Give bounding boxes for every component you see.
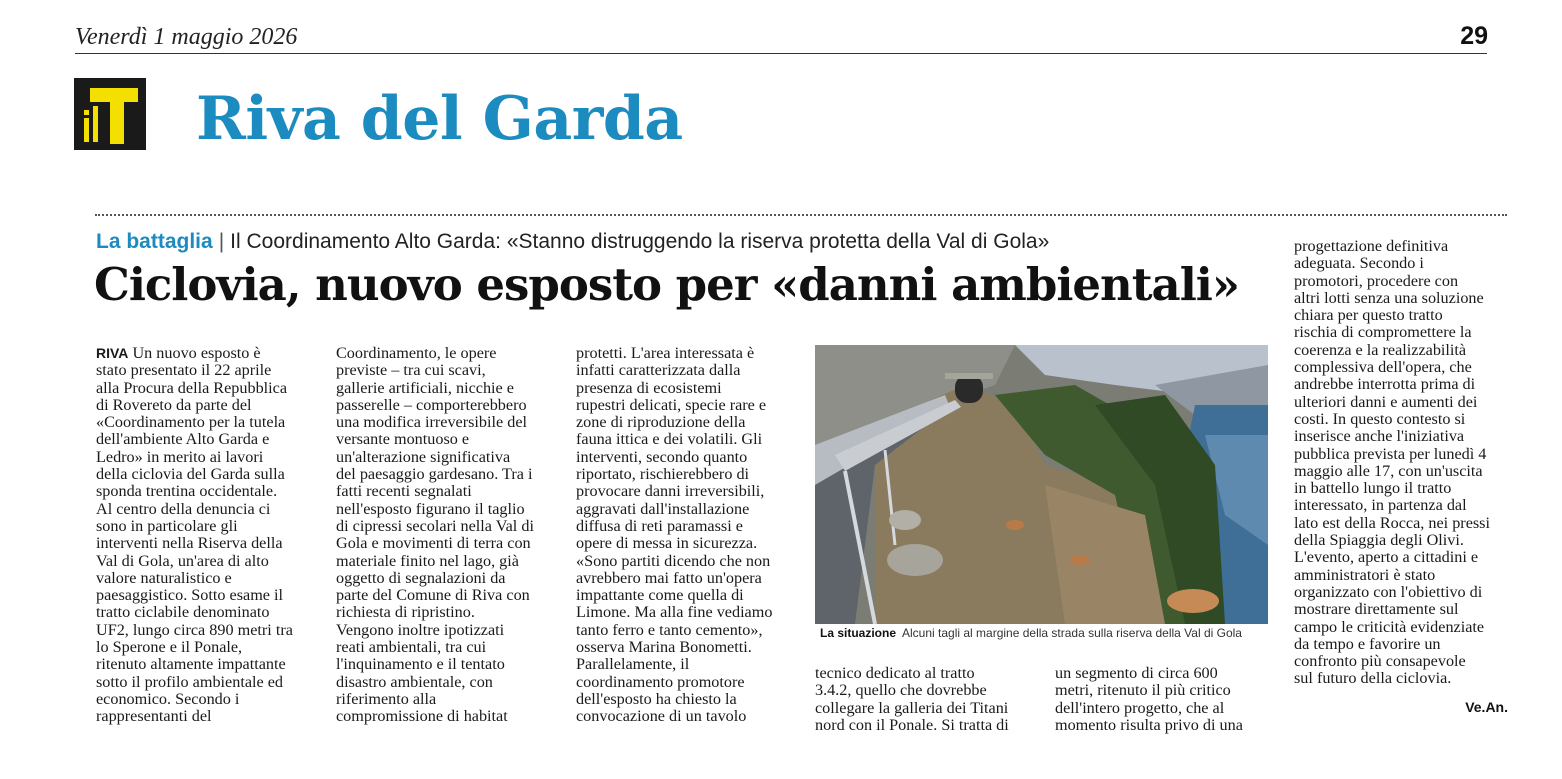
column-line: Un nuovo esposto è bbox=[132, 344, 261, 362]
column-line: UF2, lungo circa 890 metri tra bbox=[96, 620, 293, 639]
column-line: tecnico dedicato al tratto bbox=[815, 664, 975, 682]
column-line: stato presentato il 22 aprile bbox=[96, 361, 272, 380]
lead-location: RIVA bbox=[96, 345, 129, 361]
column-line: coerenza e la realizzabilità bbox=[1294, 340, 1467, 359]
article-kicker bbox=[96, 230, 1049, 254]
column-line: metri, ritenuto il più critico bbox=[1055, 681, 1231, 700]
column-line: di cipressi secolari nella Val di bbox=[336, 516, 534, 535]
column-line: costi. In questo contesto si bbox=[1294, 409, 1466, 428]
column-line: tanto ferro e tanto cemento», bbox=[576, 620, 763, 639]
column-line: inserisce anche l'iniziativa bbox=[1294, 427, 1465, 446]
column-line: Val di Gola, un'area di alto bbox=[96, 551, 269, 570]
column-line: in battello lungo il tratto bbox=[1294, 479, 1452, 498]
kicker-separator: | bbox=[218, 230, 225, 253]
column-line: pubblica prevista per lunedì 4 bbox=[1294, 444, 1487, 463]
column-line: economico. Secondo i bbox=[96, 689, 240, 708]
column-line: della ciclovia del Garda sulla bbox=[96, 465, 285, 484]
column-line: disastro ambientale, con bbox=[336, 672, 493, 691]
column-line: interventi nella Riserva della bbox=[96, 534, 283, 553]
column-line: interessato, in partenza dal bbox=[1294, 496, 1467, 515]
column-line: interventi, secondo quanto bbox=[576, 447, 748, 466]
kicker-label: La battaglia bbox=[96, 230, 213, 253]
column-line: L'evento, aperto a cittadini e bbox=[1294, 548, 1479, 567]
column-line: dell'ambiente Alto Garda e bbox=[96, 430, 270, 449]
column-line: impattante come quella di bbox=[576, 586, 744, 605]
column-line: diffusa di reti paramassi e bbox=[576, 516, 743, 535]
column-line: sponda trentina occidentale. bbox=[96, 482, 278, 501]
column-line: coordinamento promotore bbox=[576, 672, 745, 691]
column-line: «Sono partiti dicendo che non bbox=[576, 551, 771, 570]
column-line: confronto più consapevole bbox=[1294, 652, 1466, 671]
photo-caption-label: La situazione bbox=[820, 626, 897, 640]
column-line: materiale finito nel lago, già bbox=[336, 551, 519, 570]
column-line: reati ambientali, tra cui bbox=[336, 638, 487, 657]
column-line: osserva Marina Bonometti. bbox=[576, 638, 752, 657]
column-line: opere di messa in sicurezza. bbox=[576, 534, 758, 553]
column-line: andrebbe interrotta prima di bbox=[1294, 375, 1476, 394]
column-line: altri lotti senza una soluzione bbox=[1294, 288, 1484, 307]
column-line: paesaggistico. Sotto esame il bbox=[96, 586, 284, 605]
column-line: l'inquinamento e il tentato bbox=[336, 655, 505, 674]
column-line: gallerie artificiali, nicchie e bbox=[336, 378, 514, 397]
column-line: avrebbero mai fatto un'opera bbox=[576, 568, 762, 587]
il-t-logo-icon bbox=[74, 78, 146, 150]
column-line: ritenuto altamente impattante bbox=[96, 655, 286, 674]
page-number: 29 bbox=[1460, 22, 1488, 50]
column-line: convocazione di un tavolo bbox=[576, 707, 747, 726]
column-line: previste – tra cui scavi, bbox=[336, 361, 486, 380]
column-line: Ledro» in merito ai lavori bbox=[96, 447, 264, 466]
column-line: dell'intero progetto, che al bbox=[1055, 698, 1225, 717]
column-line: infatti caratterizzata dalla bbox=[576, 361, 741, 380]
column-line: passerelle – comporterebbero bbox=[336, 395, 527, 414]
column-line: collegare la galleria dei Titani bbox=[815, 698, 1009, 717]
column-line: Vengono inoltre ipotizzati bbox=[336, 620, 505, 639]
article-column-5 bbox=[1055, 665, 1243, 734]
column-line: provocare danni irreversibili, bbox=[576, 482, 765, 501]
column-line: progettazione definitiva bbox=[1294, 237, 1449, 255]
column-line: promotori, procedere con bbox=[1294, 271, 1459, 290]
column-line: sono in particolare gli bbox=[96, 516, 238, 535]
kicker-text: Il Coordinamento Alto Garda: «Stanno distruggendo la riserva protetta della Val di Gola» bbox=[230, 230, 1050, 253]
column-line: Coordinamento, le opere bbox=[336, 344, 497, 362]
column-line: versante montuoso e bbox=[336, 430, 470, 449]
column-line: da tempo e favorire un bbox=[1294, 634, 1441, 653]
column-line: campo le criticità evidenziate bbox=[1294, 617, 1485, 636]
column-line: rappresentanti del bbox=[96, 707, 212, 726]
issue-date: Venerdì 1 maggio 2026 bbox=[75, 24, 298, 50]
column-line: Limone. Ma alla fine vediamo bbox=[576, 603, 773, 622]
column-line: Al centro della denuncia ci bbox=[96, 499, 271, 518]
article-photo bbox=[815, 345, 1268, 624]
column-line: sotto il profilo ambientale ed bbox=[96, 672, 284, 691]
column-line: protetti. L'area interessata è bbox=[576, 344, 755, 362]
column-line: lo Sperone e il Ponale, bbox=[96, 638, 243, 657]
column-line: complessiva dell'opera, che bbox=[1294, 358, 1472, 377]
article-column-2 bbox=[336, 345, 534, 726]
column-line: sul futuro della ciclovia. bbox=[1294, 669, 1452, 688]
column-line: lato est della Rocca, nei pressi bbox=[1294, 513, 1490, 532]
roadside-photo-image bbox=[815, 345, 1268, 624]
column-line: fatti recenti segnalati bbox=[336, 482, 472, 501]
column-line: «Coordinamento per la tutela bbox=[96, 413, 286, 432]
article-column-4 bbox=[815, 665, 1009, 734]
column-line: chiara per questo tratto bbox=[1294, 306, 1443, 325]
column-line: un'alterazione significativa bbox=[336, 447, 511, 466]
column-line: 3.4.2, quello che dovrebbe bbox=[815, 681, 987, 700]
column-line: tratto ciclabile denominato bbox=[96, 603, 270, 622]
column-line: nell'esposto figurano il taglio bbox=[336, 499, 525, 518]
column-line: organizzato con l'obiettivo di bbox=[1294, 582, 1483, 601]
column-line: rischia di compromettere la bbox=[1294, 323, 1472, 342]
photo-caption bbox=[820, 626, 1242, 640]
column-line: di Rovereto da parte del bbox=[96, 395, 252, 414]
column-line: parte del Comune di Riva con bbox=[336, 586, 530, 605]
column-line: del paesaggio gardesano. Tra i bbox=[336, 465, 533, 484]
column-line: dell'esposto ha chiesto la bbox=[576, 689, 737, 708]
column-line: aggravati dall'installazione bbox=[576, 499, 750, 518]
column-line: richiesta di ripristino. bbox=[336, 603, 475, 622]
column-line: una modifica irreversibile del bbox=[336, 413, 528, 432]
author-signature: Ve.An. bbox=[1465, 699, 1508, 715]
column-line: presenza di ecosistemi bbox=[576, 378, 722, 397]
column-line: fauna ittica e dei volatili. Gli bbox=[576, 430, 763, 449]
column-line: maggio alle 17, con un'uscita bbox=[1294, 461, 1483, 480]
newspaper-logo bbox=[74, 78, 146, 150]
photo-caption-text: Alcuni tagli al margine della strada sulla riserva della Val di Gola bbox=[902, 626, 1242, 640]
column-line: Gola e movimenti di terra con bbox=[336, 534, 531, 553]
column-line: nord con il Ponale. Si tratta di bbox=[815, 715, 1009, 734]
column-line: compromissione di habitat bbox=[336, 707, 508, 726]
column-line: adeguata. Secondo i bbox=[1294, 254, 1424, 273]
column-line: mostrare direttamente sul bbox=[1294, 600, 1459, 619]
column-line: della Spiaggia degli Olivi. bbox=[1294, 531, 1464, 550]
column-line: alla Procura della Repubblica bbox=[96, 378, 288, 397]
column-line: zone di riproduzione della bbox=[576, 413, 746, 432]
column-line: oggetto di segnalazioni da bbox=[336, 568, 506, 587]
column-line: valore naturalistico e bbox=[96, 568, 232, 587]
header-rule bbox=[75, 53, 1487, 54]
column-line: momento risulta privo di una bbox=[1055, 715, 1243, 734]
column-line: amministratori è stato bbox=[1294, 565, 1436, 584]
column-line: Parallelamente, il bbox=[576, 655, 690, 674]
column-line: riferimento alla bbox=[336, 689, 437, 708]
article-headline: Ciclovia, nuovo esposto per «danni ambientali» bbox=[94, 258, 1240, 311]
column-line: riportato, rischierebbero di bbox=[576, 465, 750, 484]
section-title: Riva del Garda bbox=[196, 84, 683, 154]
column-line: ulteriori danni e aumenti dei bbox=[1294, 392, 1478, 411]
column-line: un segmento di circa 600 bbox=[1055, 664, 1218, 682]
column-line: rupestri delicati, specie rare e bbox=[576, 395, 767, 414]
article-column-3 bbox=[576, 345, 772, 726]
dotted-divider bbox=[95, 214, 1507, 216]
article-column-1 bbox=[96, 345, 293, 726]
article-column-6 bbox=[1294, 238, 1490, 688]
